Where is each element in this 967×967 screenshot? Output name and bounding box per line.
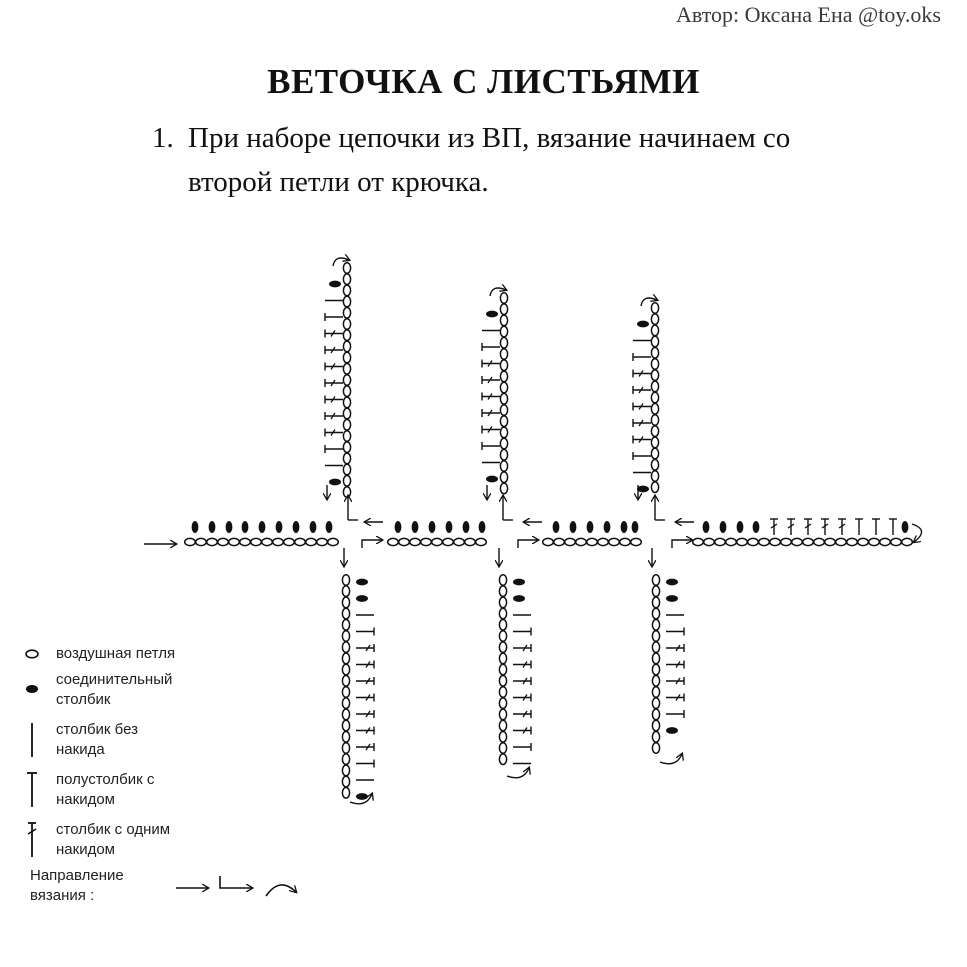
slip-stitch-icon [20, 670, 50, 710]
chain-stitch [825, 538, 836, 545]
chain-stitch [598, 538, 609, 545]
chain-stitch [500, 472, 507, 483]
chain-stitch [343, 319, 350, 330]
chain-stitch [609, 538, 620, 545]
chain-stitch [499, 687, 506, 698]
chain-stitch [342, 765, 349, 776]
slip-stitch [703, 521, 710, 533]
slip-stitch [259, 521, 266, 533]
slip-stitch [226, 521, 233, 533]
slip-stitch [412, 521, 419, 533]
chain-stitch [343, 408, 350, 419]
chain-stitch [284, 538, 295, 545]
right-arrow [518, 540, 538, 548]
chain-stitch [651, 359, 658, 370]
chain-stitch [342, 575, 349, 586]
chain-stitch [652, 676, 659, 687]
chain-stitch [499, 642, 506, 653]
single-crochet-icon [20, 720, 50, 760]
chain-stitch [651, 314, 658, 325]
chain-stitch [770, 538, 781, 545]
chain-stitch [500, 371, 507, 382]
chain-stitch [651, 437, 658, 448]
chain-stitch [651, 415, 658, 426]
step-text-line-1: При наборе цепочки из ВП, вязание начинаем со [188, 122, 791, 154]
chain-stitch [342, 653, 349, 664]
chain-stitch [499, 743, 506, 754]
chain-stitch [295, 538, 306, 545]
chain-stitch [500, 405, 507, 416]
slip-stitch [553, 521, 560, 533]
chain-stitch [388, 538, 399, 545]
legend-direction-label-2: вязания : [30, 887, 95, 904]
chain-stitch [651, 370, 658, 381]
chain-stitch [781, 538, 792, 545]
chain-stitch [343, 397, 350, 408]
chain-stitch [651, 325, 658, 336]
chain-stitch [343, 352, 350, 363]
chain-stitch [343, 453, 350, 464]
chain-stitch [652, 608, 659, 619]
chain-stitch [652, 720, 659, 731]
chain-stitch [651, 482, 658, 493]
chain-stitch [704, 538, 715, 545]
chain-stitch [803, 538, 814, 545]
chain-stitch [499, 754, 506, 765]
slip-stitch [637, 321, 649, 328]
chain-stitch [652, 586, 659, 597]
chain-stitch [343, 431, 350, 442]
chain-stitch [500, 427, 507, 438]
chain-stitch [715, 538, 726, 545]
chain-stitch [500, 416, 507, 427]
slip-stitch [479, 521, 486, 533]
chain-stitch [342, 620, 349, 631]
chain-stitch [342, 698, 349, 709]
chain-stitch [858, 538, 869, 545]
chain-stitch [342, 631, 349, 642]
chain-stitch [499, 620, 506, 631]
slip-stitch [446, 521, 453, 533]
chain-stitch [869, 538, 880, 545]
slip-stitch [720, 521, 727, 533]
chain-stitch [317, 538, 328, 545]
right-arrow [362, 540, 382, 548]
slip-stitch [310, 521, 317, 533]
chain-stitch [651, 303, 658, 314]
legend-chain-label: воздушная петля [56, 645, 176, 662]
slip-stitch [486, 311, 498, 318]
slip-stitch [637, 486, 649, 493]
chain-stitch [651, 471, 658, 482]
chain-stitch [343, 285, 350, 296]
chain-stitch [651, 448, 658, 459]
chain-stitch [543, 538, 554, 545]
slip-stitch [513, 595, 525, 602]
chain-stitch [343, 442, 350, 453]
slip-stitch [666, 727, 678, 734]
chain-stitch [443, 538, 454, 545]
slip-stitch [192, 521, 199, 533]
chain-stitch [476, 538, 487, 545]
chain-stitch [499, 586, 506, 597]
chain-stitch [737, 538, 748, 545]
slip-stitch [604, 521, 611, 533]
chain-stitch [342, 642, 349, 653]
chain-stitch [328, 538, 339, 545]
chain-stitch [500, 461, 507, 472]
chain-stitch [554, 538, 565, 545]
chain-stitch [343, 420, 350, 431]
chain-stitch [343, 308, 350, 319]
chain-stitch [792, 538, 803, 545]
chain-stitch [229, 538, 240, 545]
chain-stitch [651, 392, 658, 403]
slip-stitch [737, 521, 744, 533]
legend-direction-label-1: Направление [30, 867, 124, 884]
chain-stitch [343, 330, 350, 341]
turn-arrow [660, 754, 682, 764]
slip-stitch [902, 521, 909, 533]
chain-stitch [343, 386, 350, 397]
chain-stitch [342, 776, 349, 787]
chain-stitch [499, 653, 506, 664]
slip-stitch [486, 476, 498, 483]
chain-stitch [500, 360, 507, 371]
slip-stitch [209, 521, 216, 533]
chain-stitch [421, 538, 432, 545]
chain-stitch [652, 653, 659, 664]
step-text-line-2: второй петли от крючка. [188, 166, 489, 198]
slip-stitch [395, 521, 402, 533]
slip-stitch [356, 793, 368, 800]
chain-stitch [343, 341, 350, 352]
legend-dc-label-1: столбик с одним [56, 821, 171, 838]
chain-stitch [652, 664, 659, 675]
chain-stitch [651, 460, 658, 471]
chain-stitch [343, 487, 350, 498]
chain-stitch [652, 687, 659, 698]
chain-stitch [500, 338, 507, 349]
chain-stitch [343, 263, 350, 274]
chain-stitch [262, 538, 273, 545]
chain-stitch [500, 315, 507, 326]
chain-stitch [207, 538, 218, 545]
chain-stitch [587, 538, 598, 545]
chain-stitch [342, 732, 349, 743]
slip-stitch [513, 579, 525, 586]
chain-stitch [499, 698, 506, 709]
chain-stitch-icon [20, 644, 50, 664]
chain-stitch [652, 631, 659, 642]
turn-arrow [912, 524, 922, 542]
slip-stitch [276, 521, 283, 533]
slip-stitch [356, 595, 368, 602]
chain-stitch [651, 336, 658, 347]
author-credit: Автор: Оксана Ена @toy.oks [675, 2, 941, 27]
chain-stitch [651, 404, 658, 415]
chain-stitch [652, 575, 659, 586]
slip-stitch [753, 521, 760, 533]
chain-stitch [726, 538, 737, 545]
slip-stitch [329, 479, 341, 486]
chain-stitch [499, 676, 506, 687]
page-title: ВЕТОЧКА С ЛИСТЬЯМИ [267, 62, 700, 101]
legend-dc-label-2: накидом [56, 841, 115, 858]
chain-stitch [499, 631, 506, 642]
chain-stitch [499, 664, 506, 675]
chain-stitch [342, 754, 349, 765]
chain-stitch [759, 538, 770, 545]
slip-stitch [242, 521, 249, 533]
chain-stitch [342, 608, 349, 619]
chain-stitch [651, 381, 658, 392]
chain-stitch [399, 538, 410, 545]
slip-stitch [293, 521, 300, 533]
chain-stitch [342, 709, 349, 720]
chain-stitch [343, 274, 350, 285]
turn-arrow [507, 768, 529, 778]
chain-stitch [342, 788, 349, 799]
legend-sc-label-1: столбик без [56, 721, 138, 738]
chain-stitch [500, 326, 507, 337]
legend-hdc-label-1: полустолбик с [56, 771, 155, 788]
chain-stitch [499, 720, 506, 731]
slip-stitch [329, 281, 341, 288]
chain-stitch [342, 720, 349, 731]
chain-stitch [240, 538, 251, 545]
chain-stitch [651, 426, 658, 437]
chain-stitch [814, 538, 825, 545]
chain-stitch [500, 349, 507, 360]
chain-stitch [500, 293, 507, 304]
chain-stitch [465, 538, 476, 545]
chain-stitch [652, 620, 659, 631]
legend-hdc-label-2: накидом [56, 791, 115, 808]
chain-stitch [652, 642, 659, 653]
chain-stitch [652, 709, 659, 720]
slip-stitch [326, 521, 333, 533]
chain-stitch [631, 538, 642, 545]
chain-stitch [343, 464, 350, 475]
chain-stitch [342, 586, 349, 597]
chain-stitch [500, 450, 507, 461]
chain-stitch [343, 375, 350, 386]
slip-stitch [587, 521, 594, 533]
chain-stitch [273, 538, 284, 545]
chain-stitch [499, 575, 506, 586]
chain-stitch [847, 538, 858, 545]
slip-stitch [463, 521, 470, 533]
chain-stitch [499, 608, 506, 619]
chain-stitch [343, 476, 350, 487]
legend-sc-label-2: накида [56, 741, 105, 758]
direction-arrows-icon [170, 868, 310, 908]
chain-stitch [432, 538, 443, 545]
chain-stitch [891, 538, 902, 545]
chain-stitch [500, 382, 507, 393]
slip-stitch [666, 579, 678, 586]
chain-stitch [651, 348, 658, 359]
chain-stitch [652, 698, 659, 709]
chain-stitch [342, 743, 349, 754]
chain-stitch [251, 538, 262, 545]
chain-stitch [500, 438, 507, 449]
chain-stitch [306, 538, 317, 545]
chain-stitch [902, 538, 913, 545]
chain-stitch [342, 676, 349, 687]
legend-slip-label-1: соединительный [56, 671, 173, 688]
step-number: 1. [152, 122, 174, 154]
chain-stitch [565, 538, 576, 545]
slip-stitch [621, 521, 628, 533]
chain-stitch [342, 664, 349, 675]
chain-stitch [343, 364, 350, 375]
double-crochet-icon [20, 820, 50, 860]
slip-stitch [570, 521, 577, 533]
chain-stitch [500, 304, 507, 315]
chain-stitch [342, 597, 349, 608]
chain-stitch [576, 538, 587, 545]
chain-stitch [500, 483, 507, 494]
chain-stitch [499, 597, 506, 608]
chain-stitch [836, 538, 847, 545]
chain-stitch [343, 296, 350, 307]
chain-stitch [185, 538, 196, 545]
slip-stitch [632, 521, 639, 533]
chain-stitch [218, 538, 229, 545]
chain-stitch [693, 538, 704, 545]
chain-stitch [748, 538, 759, 545]
chain-stitch [342, 687, 349, 698]
chain-stitch [652, 732, 659, 743]
slip-stitch [666, 595, 678, 602]
chain-stitch [620, 538, 631, 545]
right-arrow [672, 540, 692, 548]
chain-stitch [196, 538, 207, 545]
chain-stitch [880, 538, 891, 545]
chain-stitch [652, 743, 659, 754]
chain-stitch [499, 732, 506, 743]
chain-stitch [410, 538, 421, 545]
half-double-crochet-icon [20, 770, 50, 810]
chain-stitch [499, 709, 506, 720]
chart-symbols [144, 258, 922, 804]
slip-stitch [356, 579, 368, 586]
legend-slip-label-2: столбик [56, 691, 111, 708]
chain-stitch [454, 538, 465, 545]
chain-stitch [652, 597, 659, 608]
slip-stitch [429, 521, 436, 533]
chain-stitch [500, 394, 507, 405]
